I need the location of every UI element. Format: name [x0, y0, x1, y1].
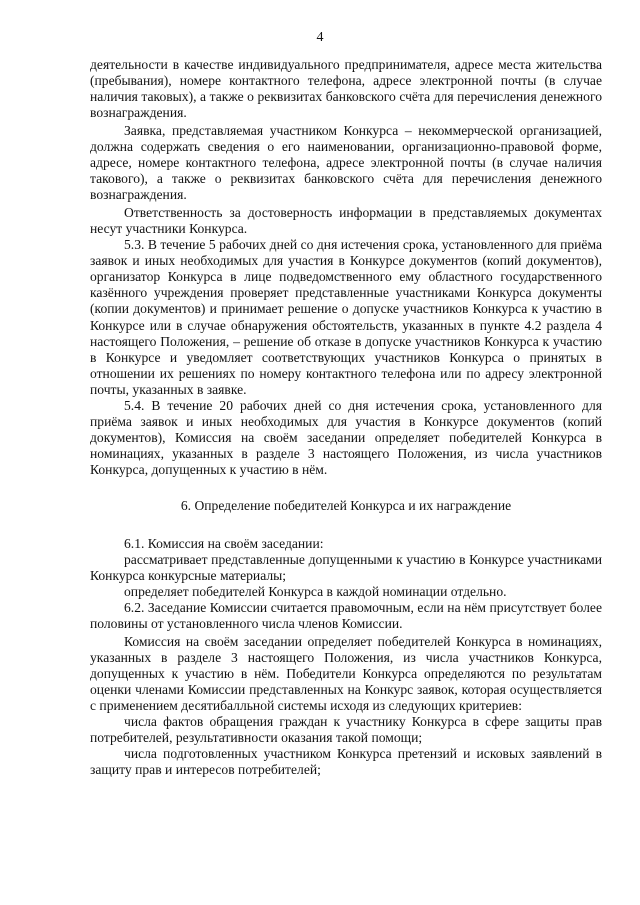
list-item-review: рассматривает представленные допущенными к участию в Конкурсе участниками Конкурса конкурсные материалы;: [90, 551, 602, 583]
section-heading-6: 6. Определение победителей Конкурса и их награждение: [180, 498, 512, 514]
paragraph-responsibility: Ответственность за достоверность информации в представляемых документах несут участники Конкурса.: [90, 204, 602, 236]
paragraph-5-3: 5.3. В течение 5 рабочих дней со дня истечения срока, установленного для приёма заявок и иных необходимых для участия в Конкурсе документов (копий документов), организатор Конкурса в лице подведомственного ему областного государственного казённого учреждения проверяет представленные участниками Конкурса документы (копии документов) и принимает решение о допуске участников Конкурса к участию в Конкурсе или в случае обнаружения обстоятельств, указанных в пункте 4.2 раздела 4 настоящего Положения, – решение об отказе в допуске участников Конкурса к участию в Конкурсе и уведомляет соответствующих участников Конкурса о принятых в отношении их решениях по номеру контактного телефона или по адресу электронной почты, указанных в заявке.: [90, 237, 602, 397]
paragraph-nonprofit-application: Заявка, представляемая участником Конкурса – некоммерческой организацией, должна содержать сведения о его наименовании, организационно-правовой форме, адресе, номере контактного телефона, адресе электронной почты (в случае наличия такового), а также о реквизитах банковского счёта для перечисления денежного вознаграждения.: [90, 122, 602, 203]
paragraph-6-2: 6.2. Заседание Комиссии считается правомочным, если на нём присутствует более половины от установленного числа членов Комиссии.: [90, 599, 602, 631]
paragraph-commission-criteria: Комиссия на своём заседании определяет победителей Конкурса в номинациях, указанных в разделе 3 настоящего Положения, из числа участников Конкурса, допущенных к участию в нём. Победители Конкурса определяются по результатам оценки членами Комиссии представленных на Конкурс заявок, которая осуществляется с применением десятибалльной системы исходя из следующих критериев:: [90, 633, 602, 713]
list-item-determine: определяет победителей Конкурса в каждой номинации отдельно.: [124, 583, 507, 599]
paragraph-5-4: 5.4. В течение 20 рабочих дней со дня истечения срока, установленного для приёма заявок и иных необходимых для участия в Конкурсе документов (копий документов), Комиссия на своём заседании определяет победителей Конкурса в номинациях, указанных в разделе 3 настоящего Положения, из числа участников Конкурса, допущенных к участию в нём.: [90, 397, 602, 478]
list-item-criterion-claims: числа подготовленных участником Конкурса претензий и исковых заявлений в защиту прав и интересов потребителей;: [90, 746, 602, 778]
page-body: [90, 57, 602, 778]
list-item-criterion-appeals: числа фактов обращения граждан к участнику Конкурса в сфере защиты прав потребителей, результативности оказания такой помощи;: [90, 714, 602, 746]
page-number: 4: [316, 30, 324, 45]
paragraph-continuation: деятельности в качестве индивидуального предпринимателя, адресе места жительства (пребывания), номере контактного телефона, адресе электронной почты (в случае наличия таковых), а также о реквизитах банковского счёта для перечисления денежного вознаграждения.: [90, 57, 602, 121]
paragraph-6-1: 6.1. Комиссия на своём заседании:: [124, 535, 324, 551]
